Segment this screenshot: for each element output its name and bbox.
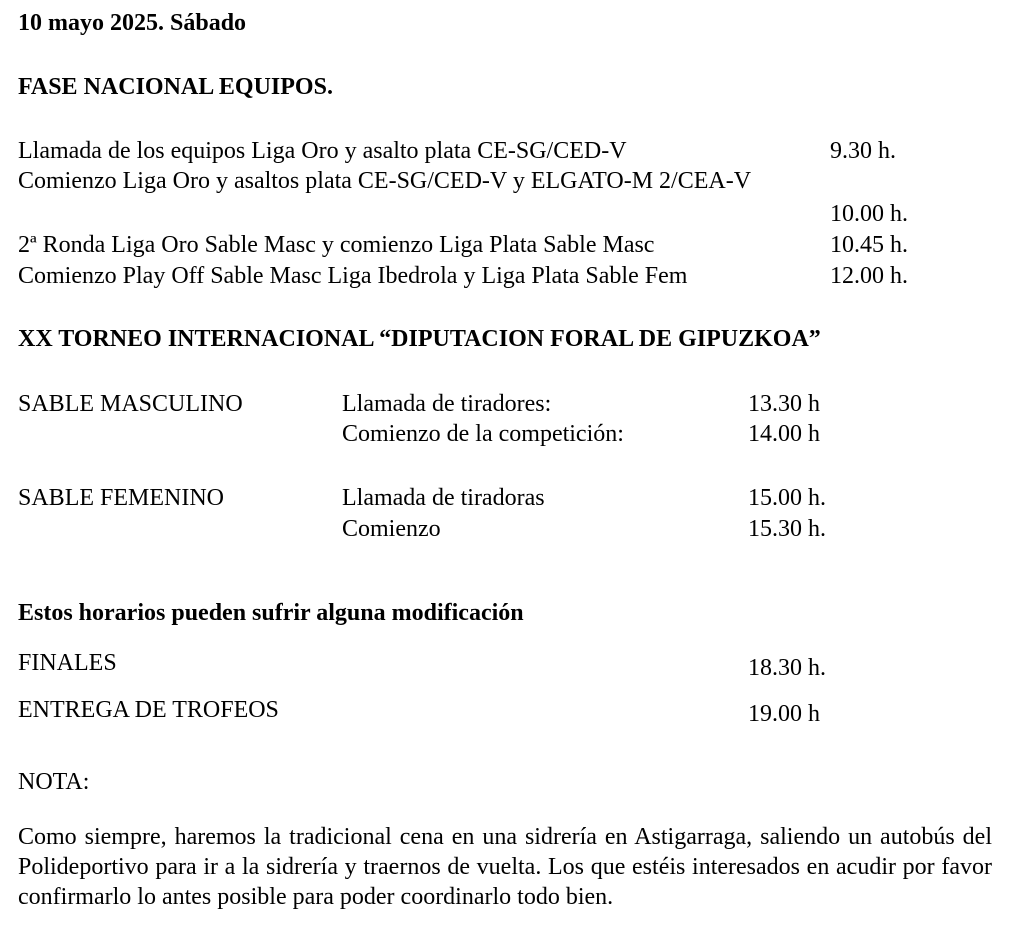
schedule-notice: Estos horarios pueden sufrir alguna modificación bbox=[18, 600, 524, 626]
finales-label: FINALES bbox=[18, 650, 117, 676]
fase-row-time: 12.00 h. bbox=[830, 263, 908, 289]
nota-paragraph: Como siempre, haremos la tradicional cena en una sidrería en Astigarraga, saliendo un autobús del Polideportivo para ir a la sidrería y traernos de vuelta. Los que estéis interesados en acudir por favor confirmarlo lo antes posible para poder coordinarlo todo bien. bbox=[18, 824, 992, 910]
group-name-sable-masculino: SABLE MASCULINO bbox=[18, 391, 243, 417]
group-item-label: Llamada de tiradoras bbox=[342, 485, 545, 511]
group-item-label: Llamada de tiradores: bbox=[342, 391, 552, 417]
group-item-label: Comienzo de la competición: bbox=[342, 421, 624, 447]
fase-row-label: Llamada de los equipos Liga Oro y asalto plata CE-SG/CED-V bbox=[18, 138, 627, 164]
group-name-sable-femenino: SABLE FEMENINO bbox=[18, 485, 225, 511]
fase-row-label: 2ª Ronda Liga Oro Sable Masc y comienzo Liga Plata Sable Masc bbox=[18, 232, 655, 258]
trofeos-time: 19.00 h bbox=[748, 701, 820, 727]
trofeos-label: ENTREGA DE TROFEOS bbox=[18, 697, 279, 723]
group-item-label: Comienzo bbox=[342, 516, 441, 542]
nota-label: NOTA: bbox=[18, 769, 90, 795]
fase-row-label: Comienzo Play Off Sable Masc Liga Ibedrola y Liga Plata Sable Fem bbox=[18, 263, 688, 289]
group-item-time: 15.30 h. bbox=[748, 516, 826, 542]
fase-title: FASE NACIONAL EQUIPOS. bbox=[18, 74, 333, 100]
fase-row-time: 10.00 h. bbox=[830, 201, 908, 227]
group-item-time: 13.30 h bbox=[748, 391, 820, 417]
group-item-time: 14.00 h bbox=[748, 421, 820, 447]
finales-time: 18.30 h. bbox=[748, 655, 826, 681]
torneo-title: XX TORNEO INTERNACIONAL “DIPUTACION FORAL DE GIPUZKOA” bbox=[18, 326, 821, 352]
group-item-time: 15.00 h. bbox=[748, 485, 826, 511]
fase-row-time: 9.30 h. bbox=[830, 138, 896, 164]
fase-row-label: Comienzo Liga Oro y asaltos plata CE-SG/CED-V y ELGATO-M 2/CEA-V bbox=[18, 168, 752, 194]
date-heading: 10 mayo 2025. Sábado bbox=[18, 10, 247, 36]
fase-row-time: 10.45 h. bbox=[830, 232, 908, 258]
